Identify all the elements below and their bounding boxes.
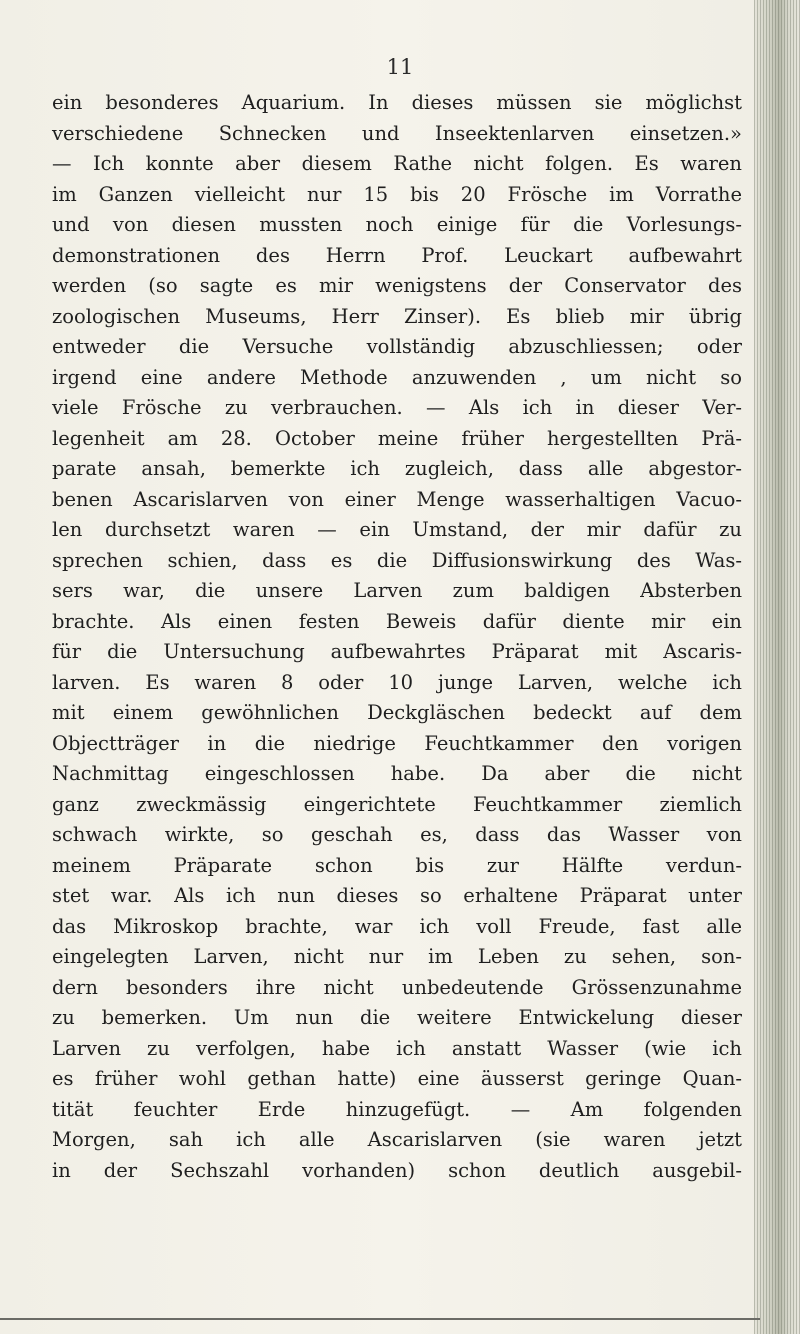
text-line: Morgen, sah ich alle Ascarislarven (sie waren jetzt	[52, 1128, 742, 1151]
text-line: dern besonders ihre nicht unbedeutende Grössenzunahme	[52, 975, 742, 999]
text-line: es früher wohl gethan hatte) eine äusserst geringe Quan-	[52, 1067, 742, 1090]
text-line: eingelegten Larven, nicht nur im Leben zu sehen, son-	[52, 945, 742, 968]
text-line: zoologischen Museums, Herr Zinser). Es blieb mir übrig	[52, 304, 742, 328]
text-line: schwach wirkte, so geschah es, dass das Wasser von	[52, 823, 742, 846]
text-line: Objectträger in die niedrige Feuchtkammer den vorigen	[52, 731, 742, 755]
text-line: brachte. Als einen festen Beweis dafür diente mir ein	[52, 609, 742, 633]
text-line: im Ganzen vielleicht nur 15 bis 20 Frösche im Vorrathe	[52, 182, 742, 206]
text-line: viele Frösche zu verbrauchen. — Als ich in dieser Ver-	[52, 396, 742, 419]
text-line: das Mikroskop brachte, war ich voll Freude, fast alle	[52, 914, 742, 938]
text-line: zu bemerken. Um nun die weitere Entwickelung dieser	[52, 1006, 742, 1029]
body-text	[52, 88, 742, 1186]
text-line: len durchsetzt waren — ein Umstand, der mir dafür zu	[52, 518, 742, 541]
bottom-rule	[0, 1318, 760, 1320]
text-line: verschiedene Schnecken und Inseektenlarven einsetzen.»	[52, 121, 742, 145]
page-number: 11	[386, 55, 414, 79]
text-line: larven. Es waren 8 oder 10 junge Larven, welche ich	[52, 670, 742, 694]
text-line: Nachmittag eingeschlossen habe. Da aber die nicht	[52, 762, 742, 785]
text-line: werden (so sagte es mir wenigstens der Conservator des	[52, 274, 742, 297]
text-line: und von diesen mussten noch einige für die Vorlesungs-	[52, 213, 742, 236]
text-line: ein besonderes Aquarium. In dieses müssen sie möglichst	[52, 91, 742, 114]
text-line: tität feuchter Erde hinzugefügt. — Am folgenden	[52, 1097, 742, 1121]
text-line: in der Sechszahl vorhanden) schon deutlich ausgebil-	[52, 1158, 742, 1182]
text-line: — Ich konnte aber diesem Rathe nicht folgen. Es waren	[52, 152, 742, 175]
text-line: benen Ascarislarven von einer Menge wasserhaltigen Vacuo-	[52, 487, 742, 511]
text-line: entweder die Versuche vollständig abzuschliessen; oder	[52, 335, 742, 358]
text-line: für die Untersuchung aufbewahrtes Präparat mit Ascaris-	[52, 640, 742, 663]
text-line: Larven zu verfolgen, habe ich anstatt Wasser (wie ich	[52, 1036, 742, 1060]
text-line: demonstrationen des Herrn Prof. Leuckart aufbewahrt	[52, 243, 742, 267]
text-line: sprechen schien, dass es die Diffusionswirkung des Was-	[52, 548, 742, 572]
text-line: mit einem gewöhnlichen Deckgläschen bedeckt auf dem	[52, 701, 742, 724]
text-line: irgend eine andere Methode anzuwenden , um nicht so	[52, 365, 742, 389]
text-line: parate ansah, bemerkte ich zugleich, dass alle abgestor-	[52, 457, 742, 480]
page-binding-edge	[754, 0, 800, 1334]
text-line: meinem Präparate schon bis zur Hälfte verdun-	[52, 853, 742, 877]
text-line: legenheit am 28. October meine früher hergestellten Prä-	[52, 426, 742, 450]
text-line: sers war, die unsere Larven zum baldigen Absterben	[52, 579, 742, 602]
text-line: ganz zweckmässig eingerichtete Feuchtkammer ziemlich	[52, 792, 742, 816]
text-line: stet war. Als ich nun dieses so erhaltene Präparat unter	[52, 884, 742, 907]
